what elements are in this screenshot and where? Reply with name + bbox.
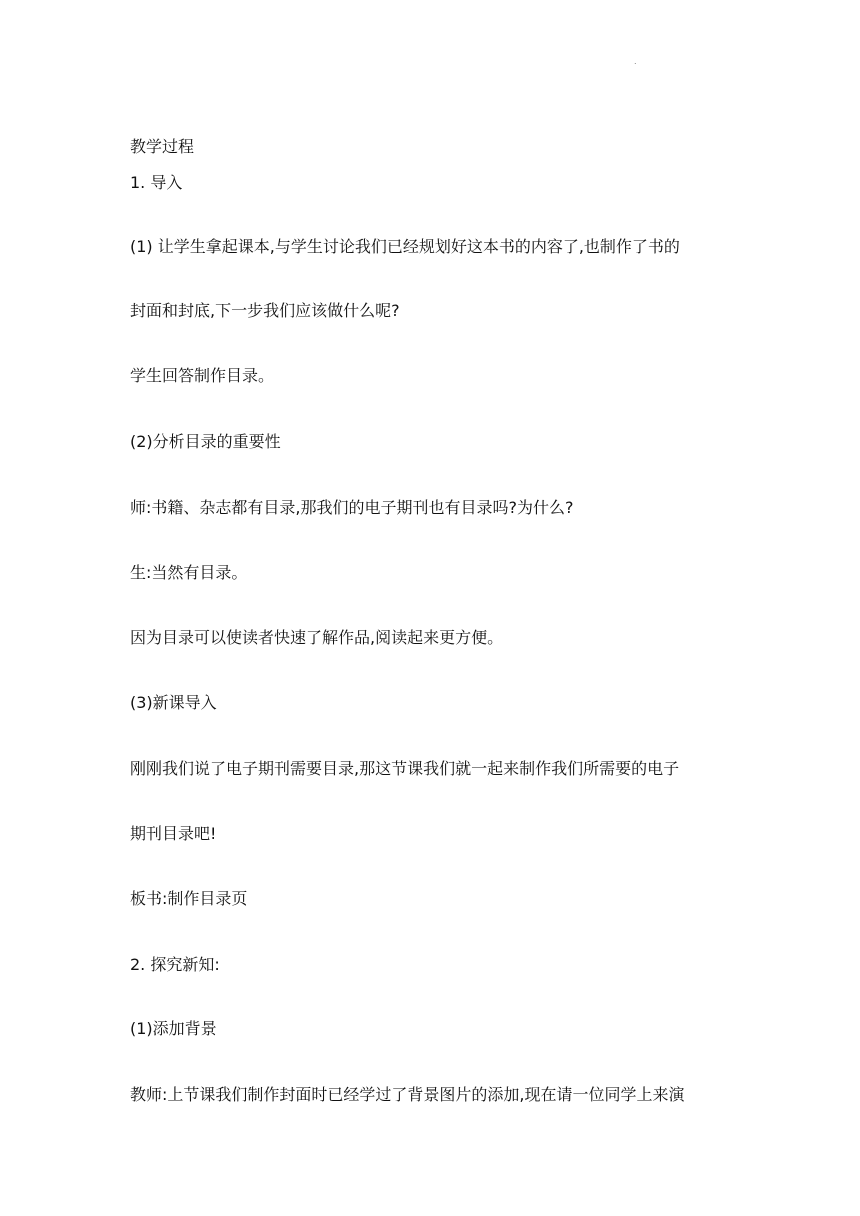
header-mark: . — [634, 57, 637, 66]
body-line: (1)添加背景 — [130, 1019, 217, 1038]
body-line: 期刊目录吧! — [130, 824, 217, 843]
body-line: 教师:上节课我们制作封面时已经学过了背景图片的添加,现在请一位同学上来演 — [130, 1085, 685, 1104]
body-line: 学生回答制作目录。 — [130, 366, 275, 385]
body-line: 刚刚我们说了电子期刊需要目录,那这节课我们就一起来制作我们所需要的电子 — [130, 759, 680, 778]
body-line: 生:当然有目录。 — [130, 563, 248, 582]
body-line: (3)新课导入 — [130, 693, 217, 712]
body-line: 板书:制作目录页 — [130, 889, 248, 908]
body-line: 因为目录可以使读者快速了解作品,阅读起来更方便。 — [130, 628, 504, 647]
subsection-title: 2. 探究新知: — [130, 955, 220, 974]
body-line: 师:书籍、杂志都有目录,那我们的电子期刊也有目录吗?为什么? — [130, 498, 574, 517]
body-line: (1) 让学生拿起课本,与学生讨论我们已经规划好这本书的内容了,也制作了书的 — [130, 237, 680, 256]
subsection-title: 1. 导入 — [130, 173, 183, 192]
body-line: 封面和封底,下一步我们应该做什么呢? — [130, 301, 400, 320]
body-line: (2)分析目录的重要性 — [130, 432, 281, 451]
section-title: 教学过程 — [130, 137, 195, 156]
